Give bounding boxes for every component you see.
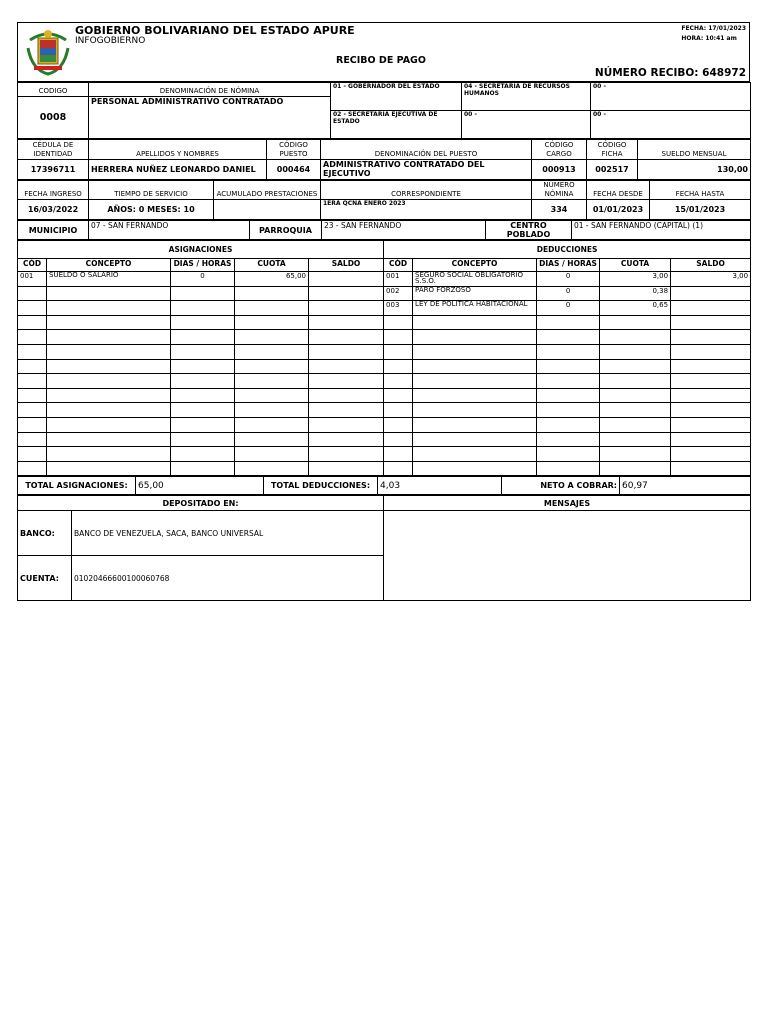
table-row xyxy=(18,272,751,287)
fdesde-value: 01/01/2023 xyxy=(587,200,650,220)
ded-concepto: PARO FORZOSO xyxy=(413,286,537,301)
table-row xyxy=(18,388,751,403)
date-time xyxy=(681,24,746,44)
asig-cuota: 65,00 xyxy=(235,272,309,287)
asig-concepto: SUELDO O SALARIO xyxy=(47,272,171,287)
ded-cod: 001 xyxy=(384,272,413,287)
acumulado-label: ACUMULADO PRESTACIONES xyxy=(214,181,321,200)
numnomina-value: 334 xyxy=(532,200,587,220)
ded-concepto: LEY DE POLITICA HABITACIONAL xyxy=(413,301,537,316)
denominacion-value: PERSONAL ADMINISTRATIVO CONTRATADO xyxy=(89,97,331,139)
asignaciones-title: ASIGNACIONES xyxy=(18,241,384,259)
total-asig-value: 65,00 xyxy=(136,477,264,495)
table-row xyxy=(18,432,751,447)
codcargo-value: 000913 xyxy=(532,160,587,180)
fingreso-label: FECHA INGRESO xyxy=(18,181,89,200)
location-table xyxy=(17,220,751,240)
ded-col-cuota: CUOTA xyxy=(600,259,671,272)
table-row xyxy=(18,461,751,476)
total-ded-label: TOTAL DEDUCCIONES: xyxy=(264,477,378,495)
table-row xyxy=(18,286,751,301)
codpuesto-value: 000464 xyxy=(267,160,321,180)
dept-04: 04 - SECRETARIA DE RECURSOS HUMANOS xyxy=(462,83,591,111)
print-date: FECHA: 17/01/2023 xyxy=(681,25,746,32)
total-ded-value: 4,03 xyxy=(378,477,502,495)
ded-col-concepto: CONCEPTO xyxy=(413,259,537,272)
fhasta-label: FECHA HASTA xyxy=(650,181,751,200)
table-row xyxy=(18,344,751,359)
ded-concepto: SEGURO SOCIAL OBLIGATORIO S.S.O. xyxy=(413,272,537,287)
neto-value: 60,97 xyxy=(620,477,751,495)
fdesde-label: FECHA DESDE xyxy=(587,181,650,200)
denpuesto-value: ADMINISTRATIVO CONTRATADO DEL EJECUTIVO xyxy=(321,160,532,180)
codigo-value: 0008 xyxy=(18,97,89,139)
dept-00a: 00 - xyxy=(591,83,751,111)
deposit-table xyxy=(17,495,751,601)
acumulado-value xyxy=(214,200,321,220)
table-row xyxy=(18,359,751,374)
ded-dias: 0 xyxy=(537,301,600,316)
employee-table xyxy=(17,139,751,180)
print-time: HORA: 10:41 am xyxy=(681,35,737,42)
tservicio-label: TIEMPO DE SERVICIO xyxy=(89,181,214,200)
ded-dias: 0 xyxy=(537,272,600,287)
detail-table xyxy=(17,240,751,476)
organization-sub: INFOGOBIERNO xyxy=(75,36,146,46)
ded-cod: 003 xyxy=(384,301,413,316)
municipio-label: MUNICIPIO xyxy=(18,221,89,240)
asig-col-cuota: CUOTA xyxy=(235,259,309,272)
asig-col-concepto: CONCEPTO xyxy=(47,259,171,272)
nombre-value: HERRERA NUÑEZ LEONARDO DANIEL xyxy=(89,160,267,180)
codficha-value: 002517 xyxy=(587,160,638,180)
numnomina-label: NÚMERO NÓMINA xyxy=(532,181,587,200)
pay-receipt xyxy=(17,22,750,601)
ded-col-dias: DIAS / HORAS xyxy=(537,259,600,272)
cuenta-label: CUENTA: xyxy=(18,556,72,601)
ded-cuota: 3,00 xyxy=(600,272,671,287)
fhasta-value: 15/01/2023 xyxy=(650,200,751,220)
cedula-label: CÉDULA DE IDENTIDAD xyxy=(18,140,89,160)
period-table xyxy=(17,180,751,220)
mensajes-area xyxy=(384,511,751,601)
asig-col-dias: DIAS / HORAS xyxy=(171,259,235,272)
organization-name: GOBIERNO BOLIVARIANO DEL ESTADO APURE xyxy=(75,24,355,37)
ded-col-saldo: SALDO xyxy=(671,259,751,272)
centro-label: CENTRO POBLADO xyxy=(486,221,572,240)
cuenta-value: 01020466600100060768 xyxy=(72,556,384,601)
codigo-label: CODIGO xyxy=(18,83,89,97)
dept-01: 01 - GOBERNADOR DEL ESTADO xyxy=(331,83,462,111)
codcargo-label: CÓDIGO CARGO xyxy=(532,140,587,160)
totals-table xyxy=(17,476,751,495)
apellidos-label: APELLIDOS Y NOMBRES xyxy=(89,140,267,160)
ded-cuota: 0,38 xyxy=(600,286,671,301)
table-row xyxy=(18,301,751,316)
parroquia-value: 23 - SAN FERNANDO xyxy=(322,221,486,240)
receipt-title: RECIBO DE PAGO xyxy=(336,55,426,66)
payroll-table xyxy=(17,82,751,139)
asig-col-saldo: SALDO xyxy=(309,259,384,272)
correspondiente-label: CORRESPONDIENTE xyxy=(321,181,532,200)
deposito-title: DEPOSITADO EN: xyxy=(18,496,384,511)
table-row xyxy=(18,447,751,462)
apure-coat-of-arms-icon xyxy=(26,26,70,76)
receipt-header xyxy=(17,22,750,82)
receipt-number: NÚMERO RECIBO: 648972 xyxy=(594,67,746,79)
codpuesto-label: CÓDIGO PUESTO xyxy=(267,140,321,160)
denominacion-label: DENOMINACIÓN DE NÓMINA xyxy=(89,83,331,97)
mensajes-title: MENSAJES xyxy=(384,496,751,511)
dept-00b: 00 - xyxy=(462,111,591,139)
banco-value: BANCO DE VENEZUELA, SACA, BANCO UNIVERSAL xyxy=(72,511,384,556)
ded-saldo xyxy=(671,286,751,301)
deducciones-title: DEDUCCIONES xyxy=(384,241,751,259)
ded-col-cod: CÓD xyxy=(384,259,413,272)
dept-00c: 00 - xyxy=(591,111,751,139)
table-row xyxy=(18,417,751,432)
codficha-label: CÓDIGO FICHA xyxy=(587,140,638,160)
ded-cuota: 0,65 xyxy=(600,301,671,316)
cedula-value: 17396711 xyxy=(18,160,89,180)
asig-col-cod: CÓD xyxy=(18,259,47,272)
municipio-value: 07 - SAN FERNANDO xyxy=(89,221,250,240)
asig-cod: 001 xyxy=(18,272,47,287)
fingreso-value: 16/03/2022 xyxy=(18,200,89,220)
sueldo-value: 130,00 xyxy=(638,160,751,180)
asig-saldo xyxy=(309,272,384,287)
ded-saldo: 3,00 xyxy=(671,272,751,287)
table-row xyxy=(18,315,751,330)
ded-dias: 0 xyxy=(537,286,600,301)
banco-label: BANCO: xyxy=(18,511,72,556)
total-asig-label: TOTAL ASIGNACIONES: xyxy=(18,477,136,495)
ded-saldo xyxy=(671,301,751,316)
sueldo-label: SUELDO MENSUAL xyxy=(638,140,751,160)
table-row xyxy=(18,403,751,418)
ded-cod: 002 xyxy=(384,286,413,301)
dept-02: 02 - SECRETARIA EJECUTIVA DE ESTADO xyxy=(331,111,462,139)
parroquia-label: PARROQUIA xyxy=(250,221,322,240)
neto-label: NETO A COBRAR: xyxy=(502,477,620,495)
correspondiente-value: 1ERA QCNA ENERO 2023 xyxy=(321,200,532,220)
tservicio-value: AÑOS: 0 MESES: 10 xyxy=(89,200,214,220)
table-row xyxy=(18,330,751,345)
table-row xyxy=(18,374,751,389)
denpuesto-label: DENOMINACIÓN DEL PUESTO xyxy=(321,140,532,160)
asig-dias: 0 xyxy=(171,272,235,287)
centro-value: 01 - SAN FERNANDO (CAPITAL) (1) xyxy=(572,221,751,240)
